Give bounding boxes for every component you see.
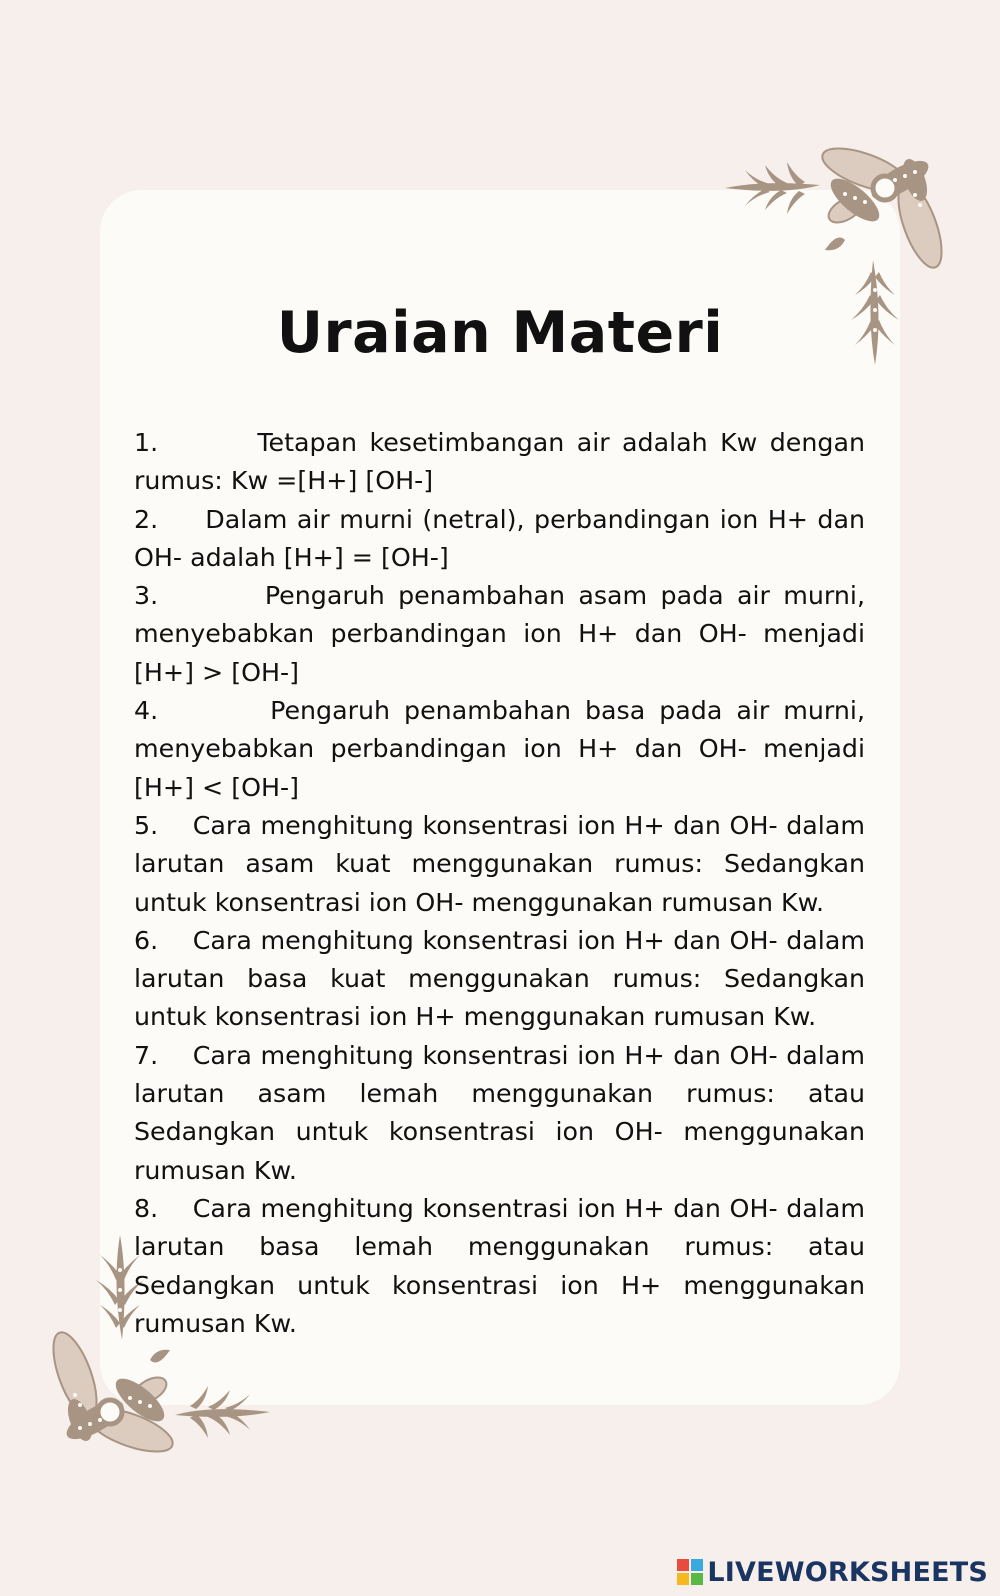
item-number: 2. — [134, 504, 159, 534]
item-text: Tetapan kesetimbangan air adalah Kw dengan rumus: Kw =[H+] [OH-] — [134, 428, 865, 496]
item-number: 3. — [134, 581, 159, 611]
list-item — [134, 692, 865, 807]
list-item — [134, 424, 865, 501]
item-text: Pengaruh penambahan asam pada air murni, menyebabkan perbandingan ion H+ dan OH- menjadi [H+] > [OH-] — [134, 581, 865, 687]
item-text: Cara menghitung konsentrasi ion H+ dan OH- dalam larutan basa lemah menggunakan rumus: atau Sedangkan untuk konsentrasi ion H+ menggunakan rumusan Kw. — [134, 1193, 865, 1338]
item-text: Pengaruh penambahan basa pada air murni, menyebabkan perbandingan ion H+ dan OH- menjadi [H+] < [OH-] — [134, 696, 865, 802]
list-item — [134, 1037, 865, 1190]
page-title: Uraian Materi — [276, 300, 724, 366]
list-item — [134, 501, 865, 578]
material-list — [134, 424, 865, 1343]
list-item — [134, 1190, 865, 1343]
item-number: 4. — [134, 696, 159, 726]
item-number: 6. — [134, 925, 159, 955]
item-number: 1. — [134, 428, 159, 457]
liveworksheets-logo-icon — [677, 1559, 703, 1585]
item-number: 5. — [134, 810, 159, 840]
item-text: Cara menghitung konsentrasi ion H+ dan OH- dalam larutan asam lemah menggunakan rumus: atau Sedangkan untuk konsentrasi ion OH- menggunakan rumusan Kw. — [134, 1040, 865, 1185]
item-text: Dalam air murni (netral), perbandingan ion H+ dan OH- adalah [H+] = [OH-] — [134, 504, 865, 572]
list-item — [134, 577, 865, 692]
item-number: 8. — [134, 1193, 159, 1223]
liveworksheets-brand[interactable] — [677, 1558, 988, 1586]
item-number: 7. — [134, 1040, 159, 1070]
list-item — [134, 922, 865, 1037]
item-text: Cara menghitung konsentrasi ion H+ dan OH- dalam larutan basa kuat menggunakan rumus: Sedangkan untuk konsentrasi ion H+ menggunakan rumusan Kw. — [134, 925, 865, 1032]
list-item — [134, 807, 865, 922]
brand-name: LIVEWORKSHEETS — [707, 1556, 988, 1588]
item-text: Cara menghitung konsentrasi ion H+ dan OH- dalam larutan asam kuat menggunakan rumus: Sedangkan untuk konsentrasi ion OH- menggunakan rumusan Kw. — [134, 810, 865, 917]
